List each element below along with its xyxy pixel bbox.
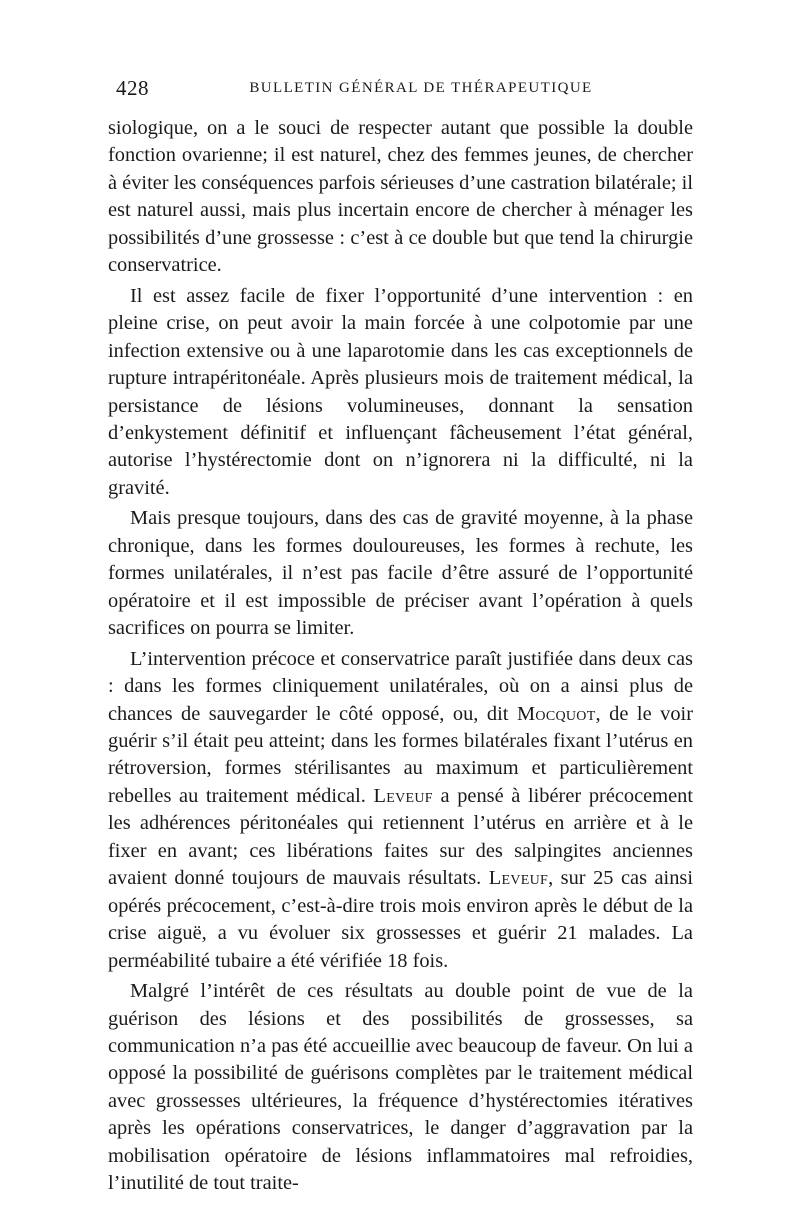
paragraph-text: , sur 25 cas ainsi opérés précocement, c’est-à-dire trois mois environ après le début de la crise aiguë, a vu évoluer six grossesses et guérir 21 malades. La perméabilité tubaire a été vérifiée 18 fois. [108,867,693,972]
paragraph-2 [108,283,693,503]
paragraph-text: Mais presque toujours, dans des cas de gravité moyenne, à la phase chronique, dans les formes douloureuses, les formes à rechute, les formes unilatérales, il n’est pas facile d’être assuré de l’opportunité opératoire et il est impossible de préciser avant l’opération à quels sacrifices on pourra se limiter. [108,507,693,640]
paragraph-3 [108,505,693,642]
author-name-leveuf: Leveuf [373,784,433,807]
body-text [108,115,693,1198]
paragraph-5 [108,978,693,1198]
paragraph-4 [108,646,693,975]
journal-title: BULLETIN GÉNÉRAL DE THÉRAPEUTIQUE [249,80,593,96]
paragraph-text: a pensé à libérer précocement les adhérences péritonéales qui retiennent l’utérus en arrière et à le fixer en avant; ces libérations faites sur des salpingites anciennes avaient donné toujours de mauvais résultats. [108,784,693,890]
paragraph-text: , de le voir guérir s’il était peu atteint; dans les formes bilatérales fixant l’utérus en rétroversion, formes stérilisantes au maximum et particulièrement rebelles au traitement médical. [108,702,694,807]
paragraph-text: L’intervention précoce et conservatrice paraît justifiée dans deux cas : dans les formes cliniquement unilatérales, où on a ainsi plus de chances de sauvegarder le côté opposé, ou, dit [108,647,693,725]
author-name-mocquot: Mocquot [516,702,596,725]
paragraph-text: Malgré l’intérêt de ces résultats au double point de vue de la guérison des lésions et des possibilités de grossesses, sa communication n’a pas été accueillie avec beaucoup de faveur. On lui a opposé la possibilité de guérisons complètes par le traitement médical avec grossesses ultérieures, la fréquence d’hystérectomies itératives après les opérations conservatrices, le danger d’aggravation par la mobilisation opératoire de lésions inflammatoires mal refroidies, l’inutilité de tout traite- [108,980,693,1195]
paragraph-text: Il est assez facile de fixer l’opportunité d’une intervention : en pleine crise, on peut avoir la main forcée à une colpotomie par une infection extensive ou à une laparotomie dans les cas exceptionnels de rupture intrapéritonéale. Après plusieurs mois de traitement médical, la persistance de lésions volumineuses, donnant la sensation d’enkystement définitif et influençant fâcheusement l’état général, autorise l’hystérectomie dont on n’ignorera ni la difficulté, ni la gravité. [108,284,693,499]
author-name-leveuf: Leveuf [488,867,549,890]
page-number: 428 [116,76,149,100]
running-header [116,76,696,106]
paragraph-1 [108,115,693,280]
paragraph-text: siologique, on a le souci de respecter autant que possible la double fonction ovarienne; il est naturel, chez des femmes jeunes, de chercher à éviter les conséquences parfois sérieuses d’une castration bilatérale; il est naturel aussi, mais plus incertain encore de chercher à ménager les possibilités d’une grossesse : c’est à ce double but que tend la chirurgie conservatrice. [108,117,693,277]
